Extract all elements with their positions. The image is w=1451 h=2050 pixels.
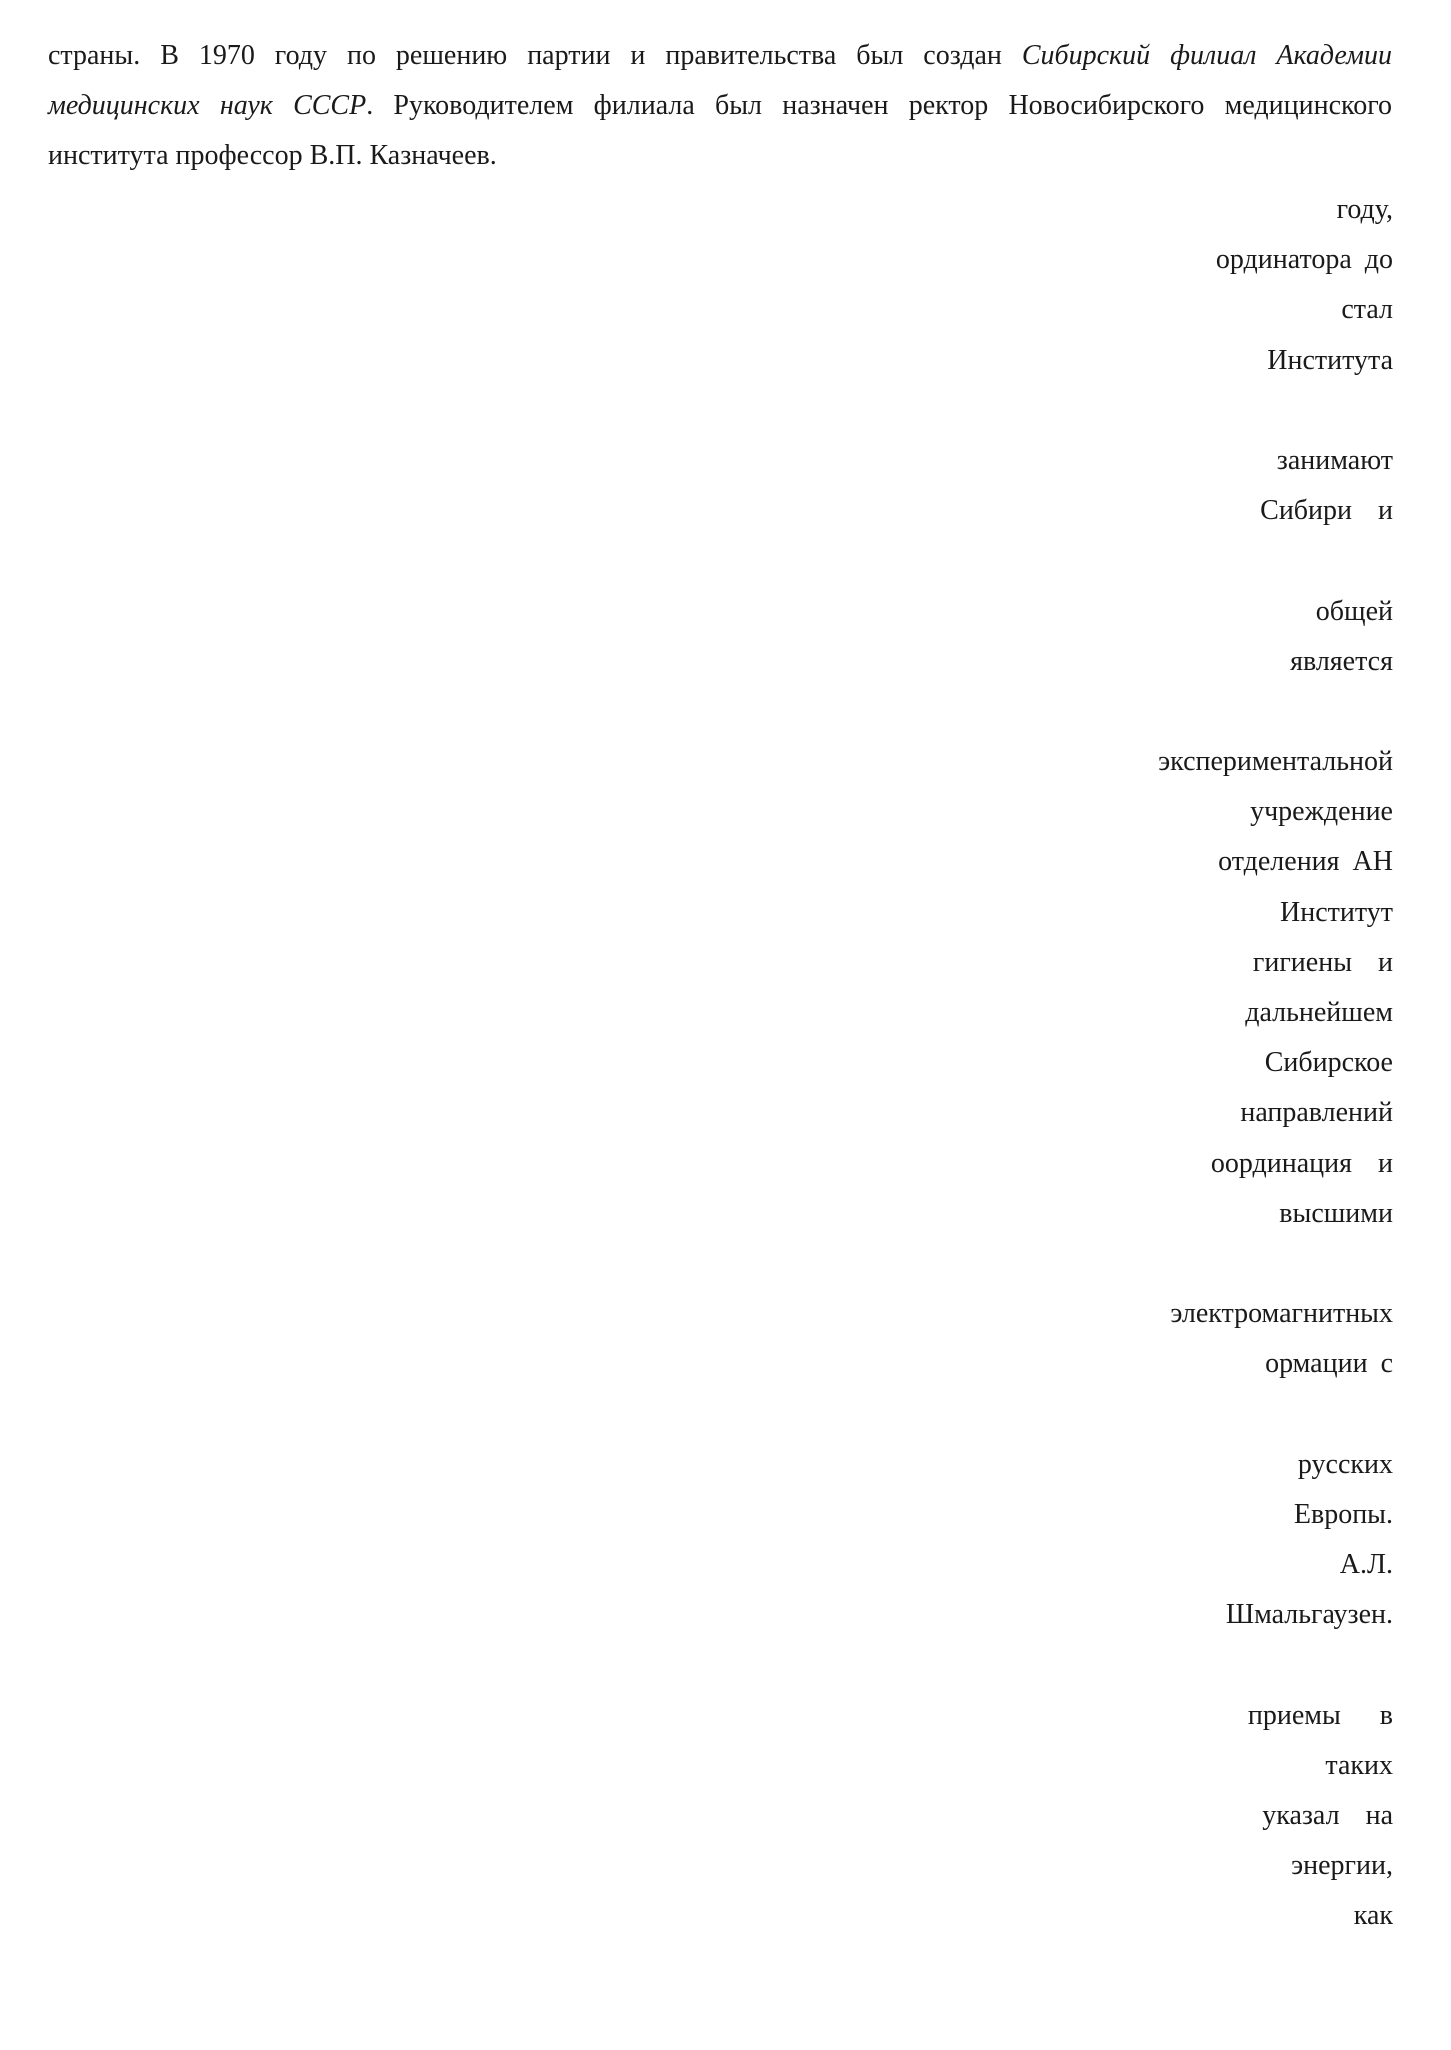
intro-line-2-italic: медицинских наук СССР: [48, 90, 367, 121]
fragment-line: дальнейшем: [1245, 997, 1393, 1028]
fragment-line: высшими: [1279, 1197, 1393, 1229]
fragment-line: Европы.: [1293, 1498, 1393, 1530]
fragment-line: году,: [1336, 194, 1393, 225]
fragment-line: занимают: [1276, 444, 1393, 476]
fragment-line: А.Л.: [1339, 1549, 1393, 1581]
fragment-line: гигиены и: [1252, 946, 1393, 978]
fragment-line: энергии,: [1291, 1850, 1393, 1882]
fragment-line: таких: [1325, 1749, 1393, 1781]
intro-line-2-text: . Руководителем филиала был назначен ректор Новосибирского медицинского: [366, 90, 1392, 121]
fragment-line: [793, 536, 1393, 586]
intro-line-3-text: института профессор В.П. Казначеев.: [48, 140, 497, 171]
fragment-line: является: [1290, 645, 1393, 677]
fragment-line: Сибирское: [1264, 1047, 1393, 1079]
fragment-line: [793, 1239, 1393, 1289]
fragment-line: как: [1353, 1900, 1393, 1932]
fragment-line: Институт: [1280, 896, 1393, 928]
fragment-line: [793, 687, 1393, 737]
fragment-line: Института: [1267, 344, 1393, 376]
fragment-line: ординатора до: [1215, 244, 1393, 276]
fragment-line: учреждение: [1250, 796, 1393, 828]
fragment-line: ормации с: [1265, 1348, 1393, 1380]
fragment-line: общей: [1315, 595, 1393, 627]
fragment-line: русских: [1297, 1448, 1393, 1480]
fragment-line: направлений: [1240, 1097, 1393, 1129]
fragment-line: электромагнитных: [1170, 1298, 1393, 1330]
fragment-line: оординация и: [1210, 1147, 1393, 1179]
fragment-line: [793, 1390, 1393, 1440]
fragment-line: [793, 1640, 1393, 1690]
intro-line-3: [48, 131, 1392, 181]
fragment-line: указал на: [1262, 1800, 1393, 1831]
fragment-line: приемы в: [1247, 1699, 1393, 1731]
fragment-line: экспериментальной: [1158, 746, 1393, 778]
right-aligned-fragments: [793, 185, 1393, 1942]
fragment-line: [793, 386, 1393, 436]
fragment-line: Шмальгаузен.: [1225, 1599, 1393, 1631]
intro-line-2: [48, 81, 1392, 131]
fragment-line: Сибири и: [1260, 495, 1393, 527]
intro-line-1-italic: Сибирский филиал Академии: [1021, 40, 1392, 71]
intro-line-1-text: страны. В 1970 году по решению партии и правительства был создан: [48, 40, 1022, 71]
intro-line-1: [48, 31, 1392, 81]
intro-paragraph: [48, 31, 1392, 181]
fragment-line: стал: [1341, 294, 1393, 326]
fragment-line: отделения АН: [1218, 846, 1393, 878]
